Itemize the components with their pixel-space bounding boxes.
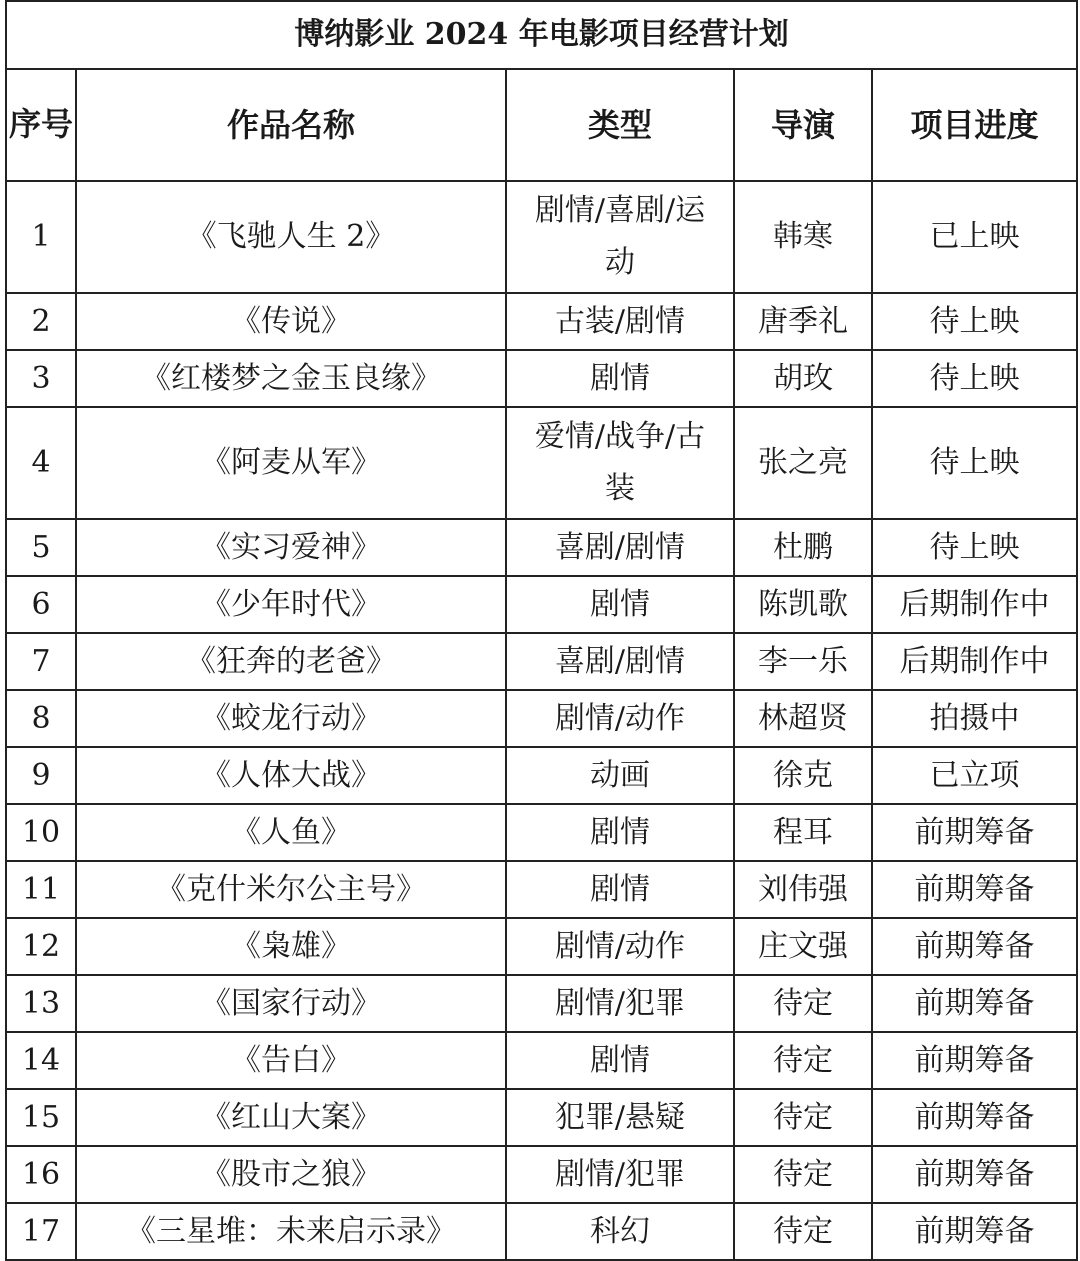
table-row — [6, 690, 1077, 747]
cell-director: 李一乐 — [734, 633, 872, 690]
cell-seq: 11 — [6, 861, 76, 918]
cell-seq: 16 — [6, 1146, 76, 1203]
project-plan-table — [5, 0, 1078, 1261]
table-row — [6, 861, 1077, 918]
cell-director: 陈凯歌 — [734, 576, 872, 633]
cell-genre: 喜剧/剧情 — [506, 519, 734, 576]
cell-director: 待定 — [734, 1089, 872, 1146]
cell-progress: 前期筹备 — [872, 1203, 1077, 1260]
cell-seq: 10 — [6, 804, 76, 861]
cell-director: 胡玫 — [734, 350, 872, 407]
cell-name: 《国家行动》 — [76, 975, 506, 1032]
cell-name: 《蛟龙行动》 — [76, 690, 506, 747]
table-title: 博纳影业 2024 年电影项目经营计划 — [6, 1, 1077, 69]
cell-director: 唐季礼 — [734, 293, 872, 350]
table-row — [6, 519, 1077, 576]
header-seq: 序号 — [6, 69, 76, 181]
table-row — [6, 1203, 1077, 1260]
cell-director: 待定 — [734, 975, 872, 1032]
cell-name: 《人鱼》 — [76, 804, 506, 861]
cell-progress: 待上映 — [872, 293, 1077, 350]
cell-progress: 后期制作中 — [872, 576, 1077, 633]
cell-seq: 14 — [6, 1032, 76, 1089]
cell-name: 《红山大案》 — [76, 1089, 506, 1146]
cell-genre: 动画 — [506, 747, 734, 804]
cell-director: 韩寒 — [734, 181, 872, 293]
cell-genre: 剧情 — [506, 861, 734, 918]
header-genre: 类型 — [506, 69, 734, 181]
cell-director: 待定 — [734, 1032, 872, 1089]
cell-progress: 拍摄中 — [872, 690, 1077, 747]
cell-seq: 13 — [6, 975, 76, 1032]
cell-progress: 待上映 — [872, 350, 1077, 407]
cell-progress: 已立项 — [872, 747, 1077, 804]
cell-seq: 3 — [6, 350, 76, 407]
cell-director: 待定 — [734, 1146, 872, 1203]
cell-genre: 剧情/犯罪 — [506, 975, 734, 1032]
cell-name: 《红楼梦之金玉良缘》 — [76, 350, 506, 407]
cell-director: 张之亮 — [734, 407, 872, 519]
cell-director: 庄文强 — [734, 918, 872, 975]
table-row — [6, 350, 1077, 407]
table-row — [6, 633, 1077, 690]
table-row — [6, 1146, 1077, 1203]
cell-name: 《告白》 — [76, 1032, 506, 1089]
cell-genre: 剧情 — [506, 350, 734, 407]
cell-seq: 2 — [6, 293, 76, 350]
cell-seq: 5 — [6, 519, 76, 576]
cell-director: 刘伟强 — [734, 861, 872, 918]
header-progress: 项目进度 — [872, 69, 1077, 181]
cell-seq: 6 — [6, 576, 76, 633]
table-row — [6, 576, 1077, 633]
cell-name: 《股市之狼》 — [76, 1146, 506, 1203]
table-row — [6, 181, 1077, 293]
cell-genre: 科幻 — [506, 1203, 734, 1260]
cell-progress: 前期筹备 — [872, 918, 1077, 975]
cell-name: 《少年时代》 — [76, 576, 506, 633]
table-row — [6, 804, 1077, 861]
cell-director: 林超贤 — [734, 690, 872, 747]
cell-genre: 剧情 — [506, 1032, 734, 1089]
cell-progress: 待上映 — [872, 407, 1077, 519]
cell-seq: 17 — [6, 1203, 76, 1260]
cell-seq: 12 — [6, 918, 76, 975]
cell-name: 《枭雄》 — [76, 918, 506, 975]
cell-seq: 15 — [6, 1089, 76, 1146]
cell-director: 徐克 — [734, 747, 872, 804]
cell-seq: 4 — [6, 407, 76, 519]
cell-progress: 后期制作中 — [872, 633, 1077, 690]
cell-genre: 古装/剧情 — [506, 293, 734, 350]
cell-director: 杜鹏 — [734, 519, 872, 576]
table-row — [6, 407, 1077, 519]
cell-genre: 剧情 — [506, 576, 734, 633]
cell-genre: 犯罪/悬疑 — [506, 1089, 734, 1146]
cell-progress: 前期筹备 — [872, 804, 1077, 861]
cell-name: 《阿麦从军》 — [76, 407, 506, 519]
cell-genre: 剧情/动作 — [506, 918, 734, 975]
project-plan-sheet — [5, 0, 1076, 1254]
cell-progress: 前期筹备 — [872, 1146, 1077, 1203]
header-row — [6, 69, 1077, 181]
cell-director: 待定 — [734, 1203, 872, 1260]
cell-progress: 前期筹备 — [872, 1032, 1077, 1089]
table-row — [6, 1032, 1077, 1089]
table-row — [6, 1089, 1077, 1146]
cell-genre: 剧情/犯罪 — [506, 1146, 734, 1203]
header-name: 作品名称 — [76, 69, 506, 181]
table-row — [6, 293, 1077, 350]
table-row — [6, 747, 1077, 804]
cell-genre: 喜剧/剧情 — [506, 633, 734, 690]
cell-name: 《传说》 — [76, 293, 506, 350]
cell-name: 《三星堆：未来启示录》 — [76, 1203, 506, 1260]
cell-name: 《实习爱神》 — [76, 519, 506, 576]
cell-seq: 8 — [6, 690, 76, 747]
cell-progress: 已上映 — [872, 181, 1077, 293]
table-row — [6, 918, 1077, 975]
cell-name: 《人体大战》 — [76, 747, 506, 804]
cell-progress: 前期筹备 — [872, 861, 1077, 918]
cell-name: 《克什米尔公主号》 — [76, 861, 506, 918]
cell-progress: 前期筹备 — [872, 1089, 1077, 1146]
cell-name: 《飞驰人生 2》 — [76, 181, 506, 293]
cell-name: 《狂奔的老爸》 — [76, 633, 506, 690]
cell-progress: 待上映 — [872, 519, 1077, 576]
table-row — [6, 975, 1077, 1032]
cell-director: 程耳 — [734, 804, 872, 861]
cell-seq: 7 — [6, 633, 76, 690]
cell-genre: 剧情/喜剧/运动 — [506, 181, 734, 293]
cell-seq: 1 — [6, 181, 76, 293]
cell-genre: 剧情 — [506, 804, 734, 861]
header-director: 导演 — [734, 69, 872, 181]
cell-genre: 爱情/战争/古装 — [506, 407, 734, 519]
cell-seq: 9 — [6, 747, 76, 804]
cell-progress: 前期筹备 — [872, 975, 1077, 1032]
cell-genre: 剧情/动作 — [506, 690, 734, 747]
